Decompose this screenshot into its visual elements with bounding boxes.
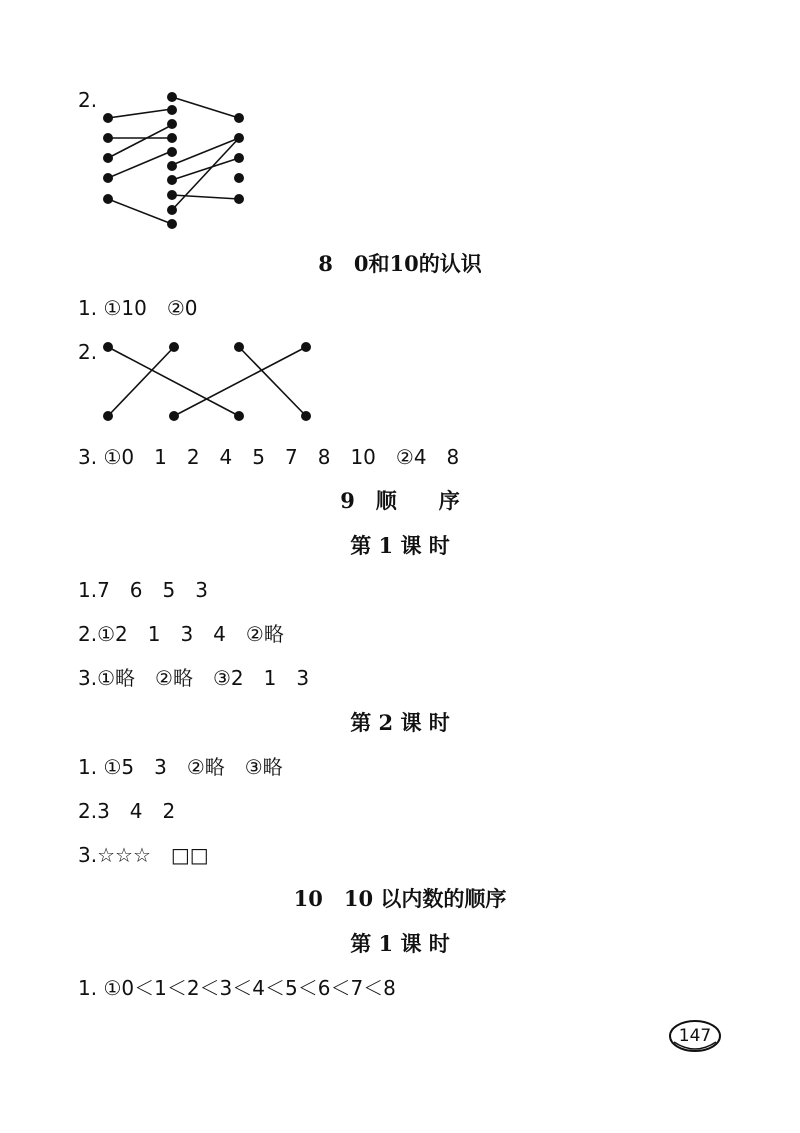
dot: [234, 194, 244, 204]
dot: [103, 133, 113, 143]
dot: [234, 113, 244, 123]
lesson-heading: 第 2 课 时: [350, 710, 450, 735]
dot: [167, 133, 177, 143]
dot: [167, 147, 177, 157]
section-heading: 10 10 以内数的顺序: [293, 886, 507, 911]
dot: [234, 153, 244, 163]
dot: [234, 133, 244, 143]
answer-line: 1. ①5 3 ②略 ③略: [78, 755, 283, 779]
dot: [167, 190, 177, 200]
page-number: 147: [678, 1026, 712, 1046]
dot: [167, 119, 177, 129]
dot: [103, 113, 113, 123]
section-heading: 9 顺 序: [340, 488, 460, 513]
dot: [167, 161, 177, 171]
answer-line: 3. ①0 1 2 4 5 7 8 10 ②4 8: [78, 445, 460, 469]
answer-line: 3.☆☆☆ □□: [78, 843, 209, 867]
dot: [234, 411, 244, 421]
item-label: 2.: [78, 340, 98, 364]
dot: [169, 411, 179, 421]
answer-line: 1. ①10 ②0: [78, 296, 198, 320]
dot: [103, 194, 113, 204]
dot: [103, 173, 113, 183]
section-heading: 8 0和10的认识: [318, 251, 482, 276]
dot: [234, 173, 244, 183]
lesson-heading: 第 1 课 时: [350, 931, 450, 956]
dot: [169, 342, 179, 352]
dot-matching-diagram-1: [0, 0, 800, 240]
dot: [301, 411, 311, 421]
dot: [167, 92, 177, 102]
dot: [167, 219, 177, 229]
lesson-heading: 第 1 课 时: [350, 533, 450, 558]
dot: [103, 342, 113, 352]
dot: [103, 411, 113, 421]
answer-line: 3.①略 ②略 ③2 1 3: [78, 666, 310, 690]
dot: [301, 342, 311, 352]
dot: [167, 105, 177, 115]
answer-line: 2.3 4 2: [78, 799, 176, 823]
answer-line: 1.7 6 5 3: [78, 578, 208, 602]
answer-line: 2.①2 1 3 4 ②略: [78, 622, 284, 646]
dot: [234, 342, 244, 352]
dot: [103, 153, 113, 163]
page-number-badge: [668, 1018, 722, 1054]
item-label: 2.: [78, 88, 98, 112]
dot-matching-diagram-2: [0, 330, 800, 430]
answer-line: 1. ①0＜1＜2＜3＜4＜5＜6＜7＜8: [78, 976, 396, 1000]
dot: [167, 175, 177, 185]
dot: [167, 205, 177, 215]
